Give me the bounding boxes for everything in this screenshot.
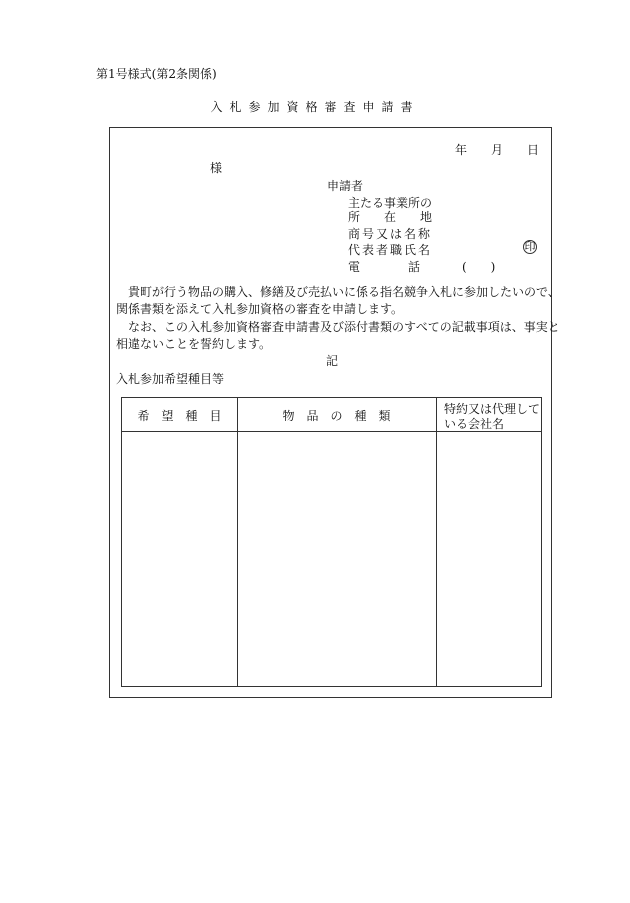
paragraph-2-line-1: なお、この入札参加資格審査申請書及び添付書類のすべての記載事項は、事実と (128, 320, 560, 334)
document-title: 入札参加資格審査申請書 (210, 100, 420, 114)
phone-label: 電 話 (348, 260, 421, 274)
desired-items-table (121, 397, 542, 687)
trade-name-label: 商号又は名称 (348, 227, 433, 241)
representative-label: 代表者職氏名 (348, 243, 433, 257)
address-label-line2: 所 在 地 (348, 210, 433, 224)
paragraph-1-line-1: 貴町が行う物品の購入、修繕及び売払いに係る指名競争入札に参加したいので、 (128, 285, 560, 299)
date-day-label: 日 (527, 143, 540, 157)
table-divider-2 (436, 398, 437, 686)
list-heading: 入札参加希望種目等 (116, 372, 225, 386)
form-number: 第1号様式(第2条関係) (96, 67, 217, 81)
paragraph-2-line-2: 相違ないことを誓約します。 (116, 337, 272, 351)
ki-heading: 記 (326, 354, 339, 368)
date-year-label: 年 (455, 143, 468, 157)
date-month-label: 月 (491, 143, 504, 157)
column-header-desired-item: 希 望 種 目 (137, 409, 222, 423)
column-header-agent-company-line-1: 特約又は代理して (444, 402, 541, 416)
applicant-label: 申請者 (327, 179, 364, 193)
address-label-line1: 主たる事業所の (348, 196, 433, 210)
seal-mark: 印 (524, 240, 536, 253)
column-header-agent-company-line-2: いる会社名 (444, 417, 505, 431)
paragraph-1-line-2: 関係書類を添えて入札参加資格の審査を申請します。 (116, 302, 404, 316)
table-divider-1 (237, 398, 238, 686)
addressee-suffix: 様 (210, 161, 223, 175)
phone-parens: ( ) (462, 260, 496, 274)
column-header-goods-type: 物 品 の 種 類 (282, 409, 391, 423)
